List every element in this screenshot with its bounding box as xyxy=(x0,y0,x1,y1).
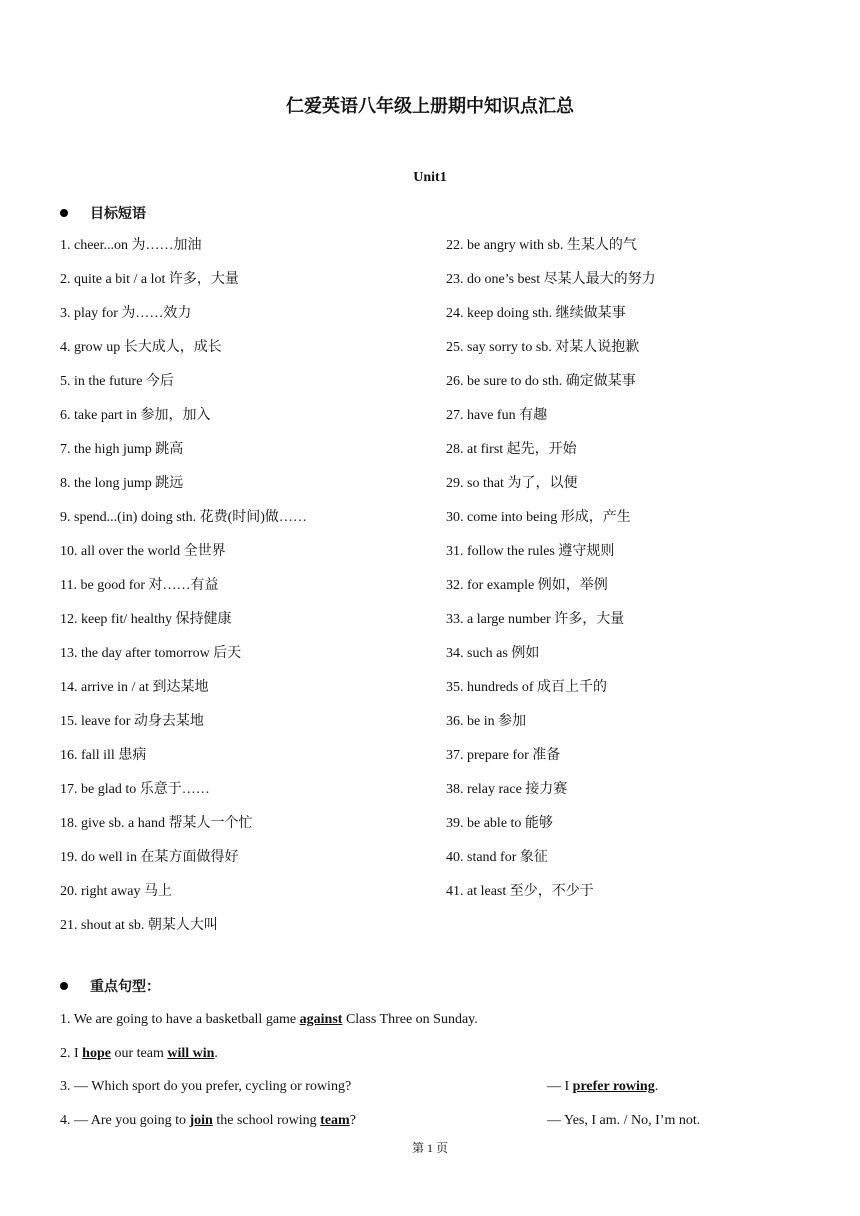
list-item: 34. such as 例如 xyxy=(446,646,540,661)
list-item: 31. follow the rules 遵守规则 xyxy=(446,544,615,559)
sentence-item xyxy=(60,1011,820,1045)
list-item: 10. all over the world 全世界 xyxy=(60,544,226,559)
sentence-item xyxy=(60,1078,820,1112)
list-item: 20. right away 马上 xyxy=(60,884,172,899)
list-item: 4. grow up 长大成人，成长 xyxy=(60,340,222,355)
bullet-icon xyxy=(60,209,68,217)
list-item: 32. for example 例如，举例 xyxy=(446,578,608,593)
keyword: will win xyxy=(167,1045,215,1061)
page-number: 第 1 页 xyxy=(411,1141,448,1155)
bullet-icon xyxy=(60,982,68,990)
keyword: hope xyxy=(82,1045,111,1061)
list-item: 41. at least 至少，不少于 xyxy=(446,884,594,899)
list-item: 24. keep doing sth. 继续做某事 xyxy=(446,306,626,321)
list-item: 35. hundreds of 成百上千的 xyxy=(446,680,607,695)
list-item: 39. be able to 能够 xyxy=(446,816,553,831)
list-item: 38. relay race 接力赛 xyxy=(446,782,568,797)
list-item: 5. in the future 今后 xyxy=(60,374,174,389)
list-item: 9. spend...(in) doing sth. 花费(时间)做…… xyxy=(60,510,307,525)
list-item: 7. the high jump 跳高 xyxy=(60,442,184,457)
sentence-text: 1. We are going to have a basketball game xyxy=(60,1012,300,1027)
keyword: join xyxy=(189,1112,213,1128)
list-item: 17. be glad to 乐意于…… xyxy=(60,782,210,797)
list-item: 2. quite a bit / a lot 许多，大量 xyxy=(60,272,239,287)
list-item: 28. at first 起先，开始 xyxy=(446,442,577,457)
phrase-list-left xyxy=(60,237,307,951)
sentence-item xyxy=(60,1045,820,1079)
list-item: 29. so that 为了，以便 xyxy=(446,476,578,491)
keyword: against xyxy=(299,1012,343,1027)
keyword: prefer rowing xyxy=(572,1079,655,1095)
list-item: 3. play for 为……效力 xyxy=(60,306,192,321)
list-item: 25. say sorry to sb. 对某人说抱歉 xyxy=(446,340,640,355)
list-item: 11. be good for 对……有益 xyxy=(60,578,219,593)
list-item: 40. stand for 象征 xyxy=(446,850,548,865)
phrase-list-right xyxy=(446,237,656,917)
list-item: 8. the long jump 跳远 xyxy=(60,476,184,491)
list-item: 27. have fun 有趣 xyxy=(446,408,548,423)
list-item: 33. a large number 许多，大量 xyxy=(446,612,625,627)
sentence-list xyxy=(60,1011,820,1145)
sentence-text: . xyxy=(214,1045,218,1061)
sentence-text: the school rowing xyxy=(212,1112,321,1128)
sentence-text: 2. I xyxy=(60,1045,83,1061)
list-item: 15. leave for 动身去某地 xyxy=(60,714,204,729)
list-item: 26. be sure to do sth. 确定做某事 xyxy=(446,374,636,389)
unit-heading: Unit1 xyxy=(413,170,447,185)
sentence-text: ? xyxy=(349,1112,356,1128)
list-item: 6. take part in 参加，加入 xyxy=(60,408,211,423)
response-text: — I xyxy=(547,1079,573,1095)
list-item: 16. fall ill 患病 xyxy=(60,748,147,763)
list-item: 18. give sb. a hand 帮某人一个忙 xyxy=(60,816,253,831)
sentences-heading-label: 重点句型： xyxy=(90,979,160,995)
sentence-response xyxy=(547,1112,700,1130)
phrases-heading-label: 目标短语 xyxy=(90,206,146,222)
sentence-text: Class Three on Sunday. xyxy=(342,1012,478,1027)
list-item: 22. be angry with sb. 生某人的气 xyxy=(446,238,637,253)
keyword: team xyxy=(320,1112,350,1128)
list-item: 30. come into being 形成，产生 xyxy=(446,510,631,525)
list-item: 37. prepare for 准备 xyxy=(446,748,561,763)
sentence-text: our team xyxy=(110,1045,168,1061)
sentences-section-heading xyxy=(60,976,160,996)
list-item: 19. do well in 在某方面做得好 xyxy=(60,850,239,865)
response-text: . xyxy=(654,1079,659,1095)
list-item: 14. arrive in / at 到达某地 xyxy=(60,680,209,695)
page-title: 仁爱英语八年级上册期中知识点汇总 xyxy=(286,96,574,117)
list-item: 13. the day after tomorrow 后天 xyxy=(60,646,242,661)
sentence-text: 4. — Are you going to xyxy=(60,1112,190,1128)
response-text: — Yes, I am. / No, I’m not. xyxy=(547,1112,701,1128)
sentence-response xyxy=(547,1078,658,1096)
list-item: 1. cheer...on 为……加油 xyxy=(60,238,202,253)
phrases-section-heading xyxy=(60,203,146,223)
list-item: 12. keep fit/ healthy 保持健康 xyxy=(60,612,232,627)
sentence-text: 3. — Which sport do you prefer, cycling or rowing? xyxy=(60,1079,352,1095)
list-item: 36. be in 参加 xyxy=(446,714,527,729)
list-item: 21. shout at sb. 朝某人大叫 xyxy=(60,918,218,933)
list-item: 23. do one’s best 尽某人最大的努力 xyxy=(446,272,656,287)
